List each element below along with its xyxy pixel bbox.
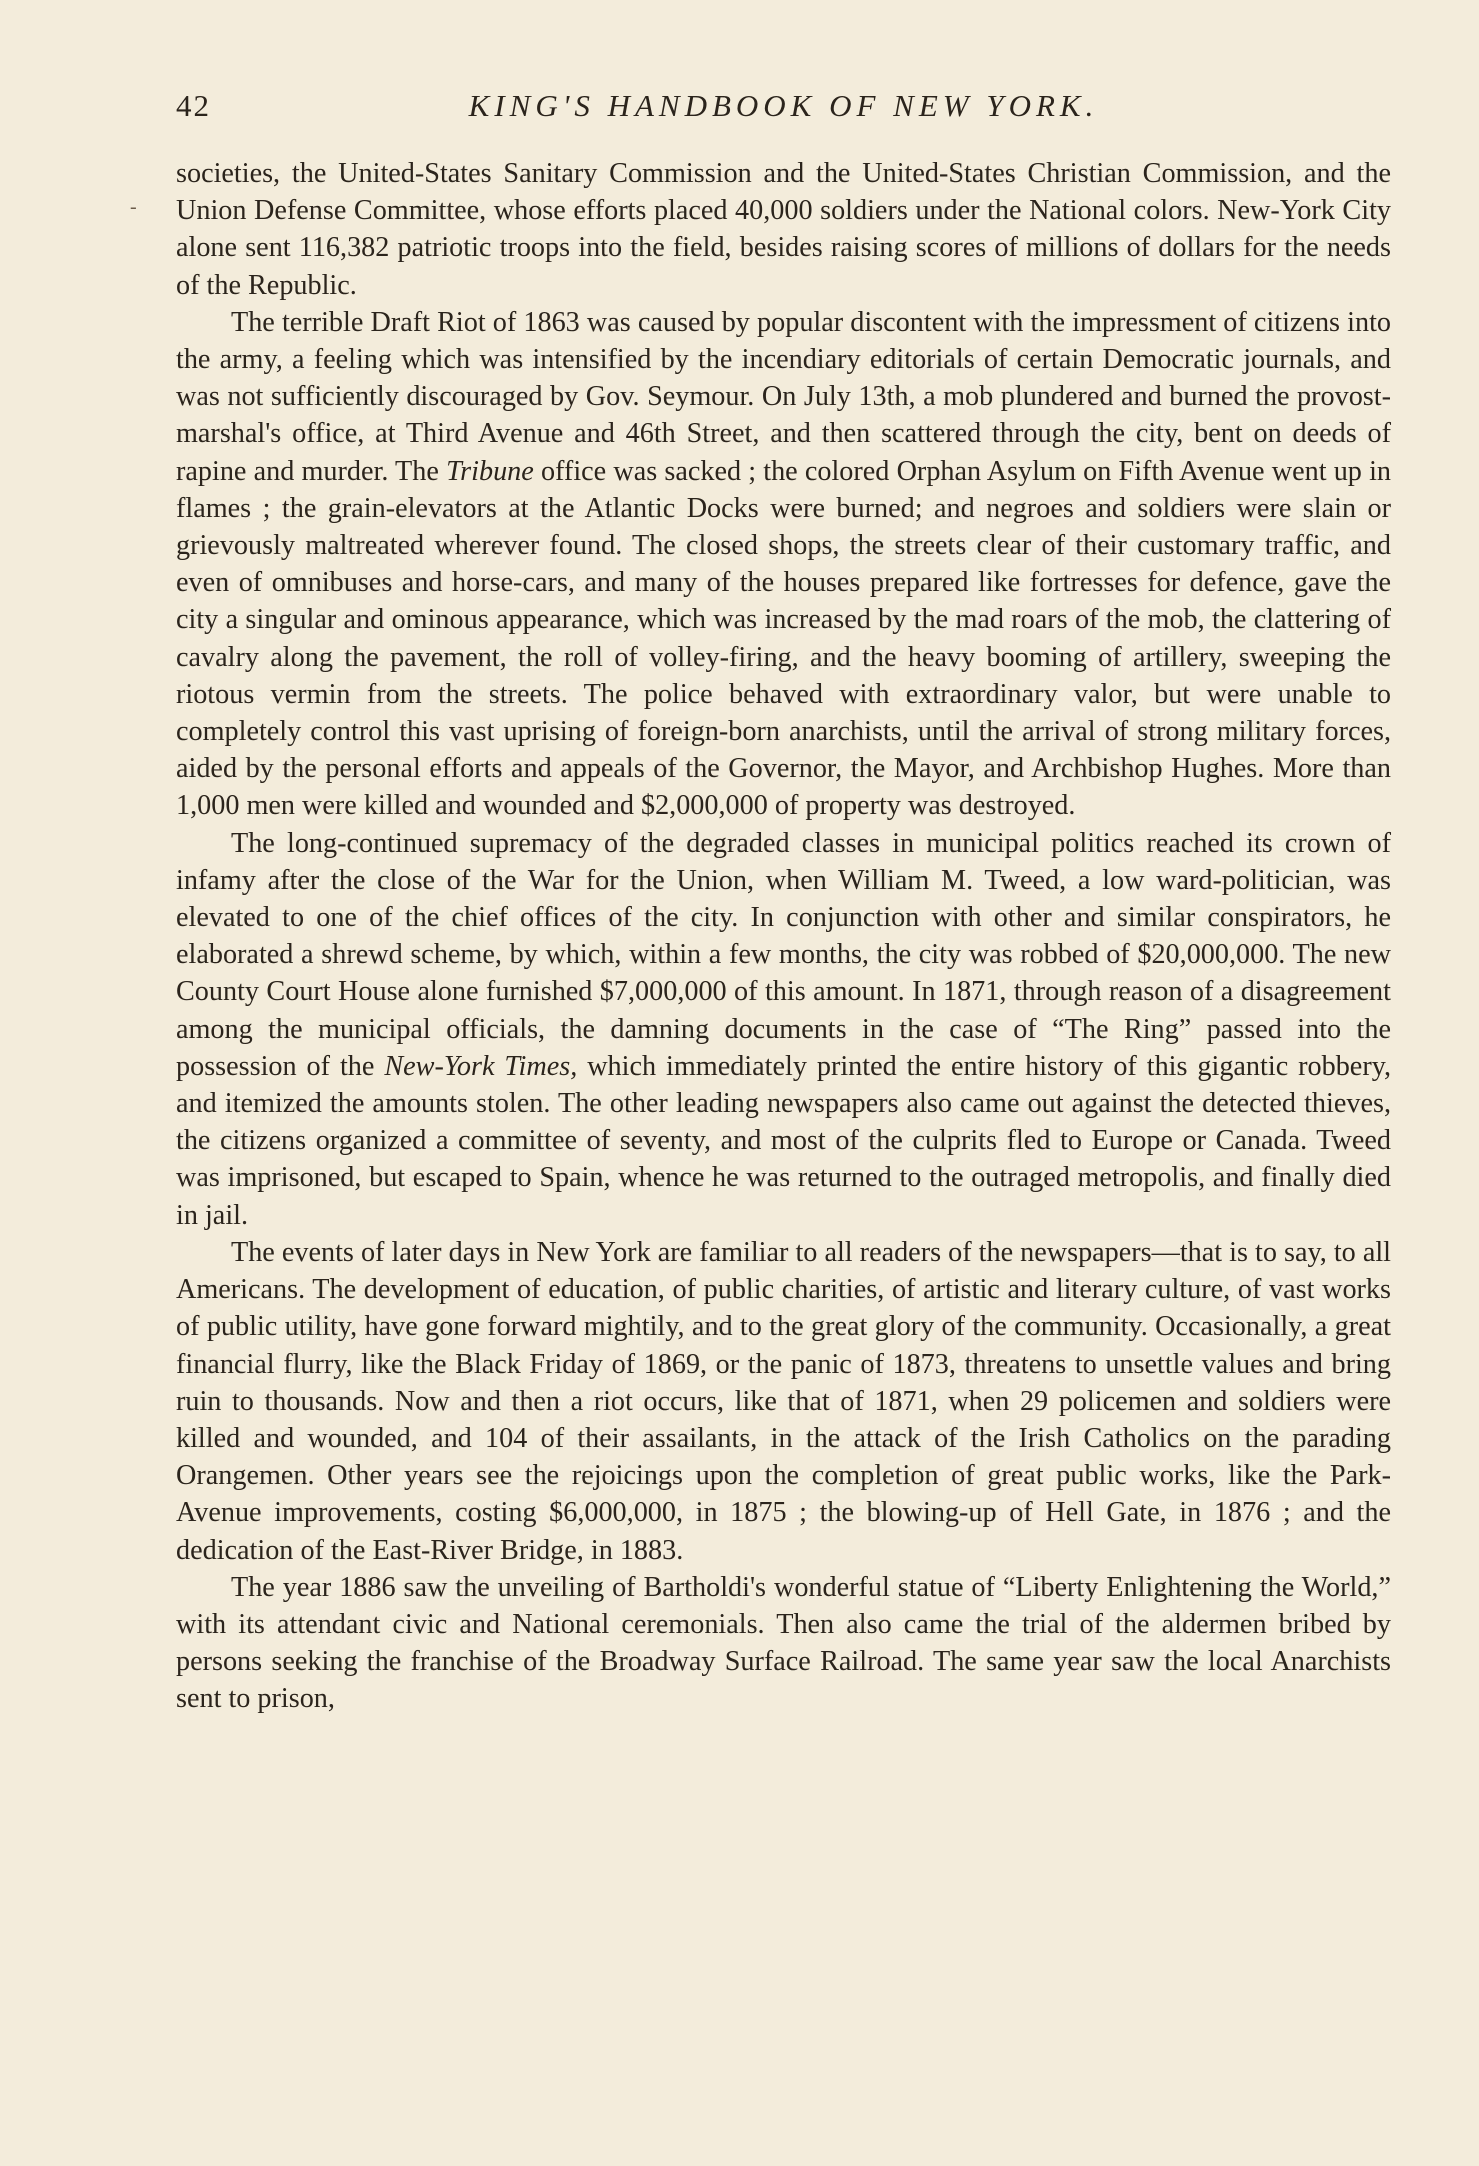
running-title: KING'S HANDBOOK OF NEW YORK.: [468, 88, 1099, 123]
body-text: [176, 155, 1391, 1718]
text-run: societies, the United-States Sanitary Commission and the United-States Christian Commission, and the Union Defense Committee, whose efforts placed 40,000 soldiers under the National colors. New-York City alone sent 116,382 patriotic troops into the field, besides raising scores of millions of dollars for the needs of the Republic.: [176, 158, 1391, 301]
text-run: The long-continued supremacy of the degraded classes in municipal politics reached its crown of infamy after the close of the War for the Union, when William M. Tweed, a low ward-politician, was elevated to one of the chief offices of the city. In conjunction with other and similar conspirators, he elaborated a shrewd scheme, by which, within a few months, the city was robbed of $20,000,000. The new County Court House alone furnished $7,000,000 of this amount. In 1871, through reason of a disagreement among the municipal officials, the damning documents in the case of “The Ring” passed into the possession of the: [176, 827, 1391, 1082]
text-run: office was sacked ; the colored Orphan Asylum on Fifth Avenue went up in flames ; the grain-elevators at the Atlantic Docks were burned; and negroes and soldiers were slain or grievously maltreated wherever found. The closed shops, the streets clear of their customary traffic, and even of omnibuses and horse-cars, and many of the houses prepared like fortresses for defence, gave the city a singular and ominous appearance, which was increased by the mad roars of the mob, the clattering of cavalry along the pavement, the roll of volley-firing, and the heavy booming of artillery, sweeping the riotous vermin from the streets. The police behaved with extraordinary valor, but were unable to completely control this vast uprising of foreign-born anarchists, until the arrival of strong military forces, aided by the personal efforts and appeals of the Governor, the Mayor, and Archbishop Hughes. More than 1,000 men were killed and wounded and $2,000,000 of property was destroyed.: [176, 455, 1392, 822]
paragraph: [176, 304, 1391, 825]
paragraph: [176, 1569, 1391, 1718]
page-number: 42: [176, 88, 211, 123]
italic-text: New-York Times,: [384, 1050, 578, 1082]
page-header: [176, 88, 1391, 138]
paragraph: [176, 155, 1391, 304]
text-run: The year 1886 saw the unveiling of Bartholdi's wonderful statue of “Liberty Enlightening the World,” with its attendant civic and National ceremonials. Then also came the trial of the aldermen bribed by persons seeking the franchise of the Broadway Surface Railroad. The same year saw the local Anarchists sent to prison,: [176, 1571, 1391, 1715]
text-run: The events of later days in New York are familiar to all readers of the newspapers—that is to say, to all Americans. The development of education, of public charities, of artistic and literary culture, of vast works of public utility, have gone forward mightily, and to the great glory of the community. Occasionally, a great financial flurry, like the Black Friday of 1869, or the panic of 1873, threatens to unsettle values and bring ruin to thousands. Now and then a riot occurs, like that of 1871, when 29 policemen and soldiers were killed and wounded, and 104 of their assailants, in the attack of the Irish Catholics on the parading Orangemen. Other years see the rejoicings upon the completion of great public works, like the Park-Avenue improvements, costing $6,000,000, in 1875 ; the blowing-up of Hell Gate, in 1876 ; and the dedication of the East-River Bridge, in 1883.: [176, 1236, 1391, 1566]
paragraph: [176, 825, 1391, 1234]
text-run: which immediately printed the entire history of this gigantic robbery, and itemized the amounts stolen. The other leading newspapers also came out against the detected thieves, the citizens organized a committee of seventy, and most of the culprits fled to Europe or Canada. Tweed was imprisoned, but escaped to Spain, whence he was returned to the outraged metropolis, and finally died in jail.: [176, 1050, 1392, 1231]
margin-mark: -: [130, 196, 137, 218]
text-run: The terrible Draft Riot of 1863 was caused by popular discontent with the impressment of citizens into the army, a feeling which was intensified by the incendiary editorials of certain Democratic journals, and was not sufficiently discouraged by Gov. Seymour. On July 13th, a mob plundered and burned the provost-marshal's office, at Third Avenue and 46th Street, and then scattered through the city, bent on deeds of rapine and murder. The: [176, 306, 1391, 487]
italic-text: Tribune: [446, 455, 534, 487]
paragraph: [176, 1234, 1391, 1569]
